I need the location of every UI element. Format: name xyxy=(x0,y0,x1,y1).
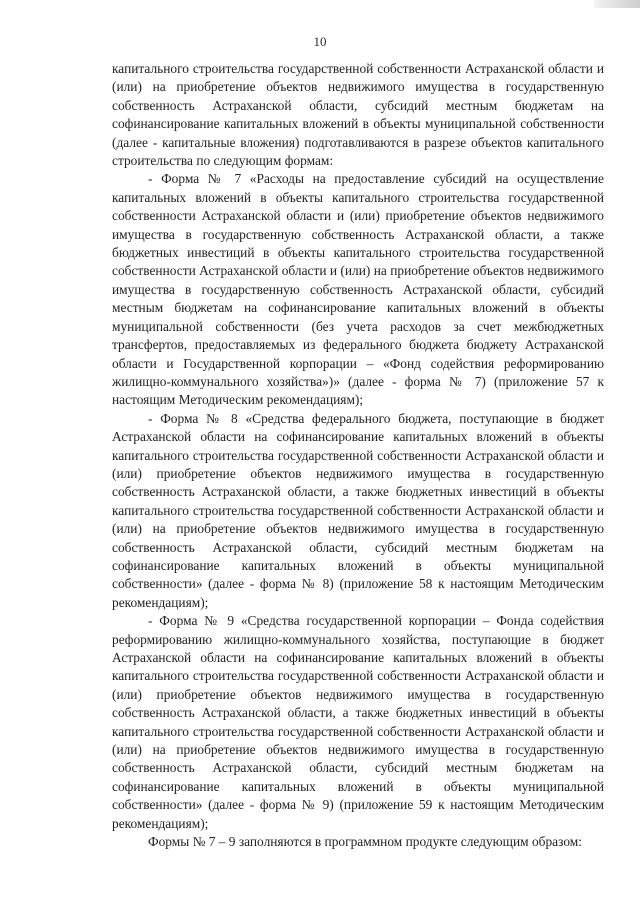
paragraph-intro-continuation: капитального строительства государственной собственности Астраханской области и (или) на приобретение объектов недвижимого имущества в государственную собственность Астраханской области, субсидий местным бюджетам на софинансирование капитальных вложений в объекты муниципальной собственности (далее - капитальные вложения) подготавливаются в разрезе объектов капитального строительства по следующим формам: xyxy=(112,61,604,169)
paragraph-forms-filling: Формы № 7 – 9 заполняются в программном продукте следующим образом: xyxy=(148,834,582,850)
page-number: 10 xyxy=(313,34,327,49)
paragraph-form-7: - Форма № 7 «Расходы на предоставление субсидий на осуществление капитальных вложений в объекты капитального строительства государственной собственности Астраханской области и (или) приобретение объектов недвижимого имущества в государственную собственность Астраханской области, а также бюджетных инвестиций в объекты капитального строительства государственной собственности Астраханской области и (или) на приобретение объектов недвижимого имущества в государственную собственность Астраханской области, субсидий местным бюджетам на софинансирование капитальных вложений в объекты муниципальной собственности (без учета расходов за счет межбюджетных трансфертов, предоставляемых из федерального бюджета бюджету Астраханской области и Государственной корпорации – «Фонд содействия реформированию жилищно-коммунального хозяйства»)» (далее - форма № 7) (приложение 57 к настоящим Методическим рекомендациям); xyxy=(112,171,604,408)
paragraph-form-9: - Форма № 9 «Средства государственной корпорации – Фонда содействия реформированию жилищно-коммунального хозяйства, поступающие в бюджет Астраханской области на софинансирование капитальных вложений в объекты капитального строительства государственной собственности Астраханской области и (или) приобретение объектов недвижимого имущества в государственную собственность Астраханской области, а также бюджетных инвестиций в объекты капитального строительства государственной собственности Астраханской области и (или) на приобретение объектов недвижимого имущества в государственную собственность Астраханской области, субсидий местным бюджетам на софинансирование капитальных вложений в объекты муниципальной собственности» (далее - форма № 9) (приложение 59 к настоящим Методическим рекомендациям); xyxy=(112,613,604,831)
document-body xyxy=(112,60,604,851)
scan-corner-mark xyxy=(594,0,640,8)
paragraph-form-8: - Форма № 8 «Средства федерального бюджета, поступающие в бюджет Астраханской области на софинансирование капитальных вложений в объекты капитального строительства государственной собственности Астраханской области и (или) приобретение объектов недвижимого имущества в государственную собственность Астраханской области, а также бюджетных инвестиций в объекты капитального строительства государственной собственности Астраханской области и (или) на приобретение объектов недвижимого имущества в государственную собственность Астраханской области, субсидий местным бюджетам на софинансирование капитальных вложений в объекты муниципальной собственности» (далее - форма № 8) (приложение 58 к настоящим Методическим рекомендациям); xyxy=(112,410,604,610)
